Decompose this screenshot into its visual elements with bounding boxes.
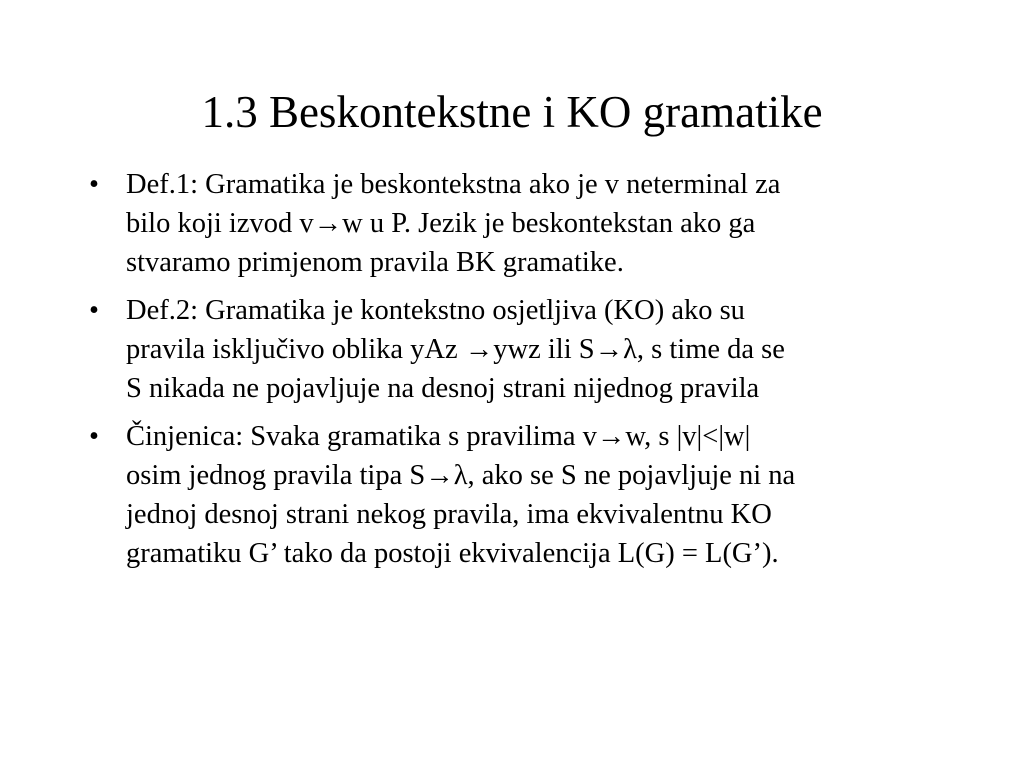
bullet-text-line: gramatiku G’ tako da postoji ekvivalencija L(G) = L(G’). [126,538,779,569]
bullet-text-line: S nikada ne pojavljuje na desnoj strani nijednog pravila [126,373,760,404]
bullet-text-line: Činjenica: Svaka gramatika s pravilima v→w, s |v|<|w| [126,421,751,452]
bullet-icon: • [89,421,99,452]
bullet-text-line: Def.1: Gramatika je beskontekstna ako je v neterminal za [126,169,781,200]
bullet-text-line: osim jednog pravila tipa S→λ, ako se S ne pojavljuje ni na [126,460,796,491]
bullet-text-line: jednoj desnoj strani nekog pravila, ima ekvivalentnu KO [126,499,772,530]
bullet-item-def1 [89,165,949,282]
bullet-text-line: bilo koji izvod v→w u P. Jezik je beskontekstan ako ga [126,208,756,239]
bullet-icon: • [89,169,99,200]
bullet-text-line: stvaramo primjenom pravila BK gramatike. [126,247,624,278]
bullet-item-def2 [89,291,949,408]
bullet-text-line: Def.2: Gramatika je kontekstno osjetljiva (KO) ako su [126,295,745,326]
bullet-text-line: pravila isključivo oblika yAz →ywz ili S→λ, s time da se [126,334,785,365]
bullet-icon: • [89,295,99,326]
bullet-item-cinjenica [89,417,949,573]
slide-title: 1.3 Beskontekstne i KO gramatike [201,87,823,137]
bullet-list [89,165,949,582]
